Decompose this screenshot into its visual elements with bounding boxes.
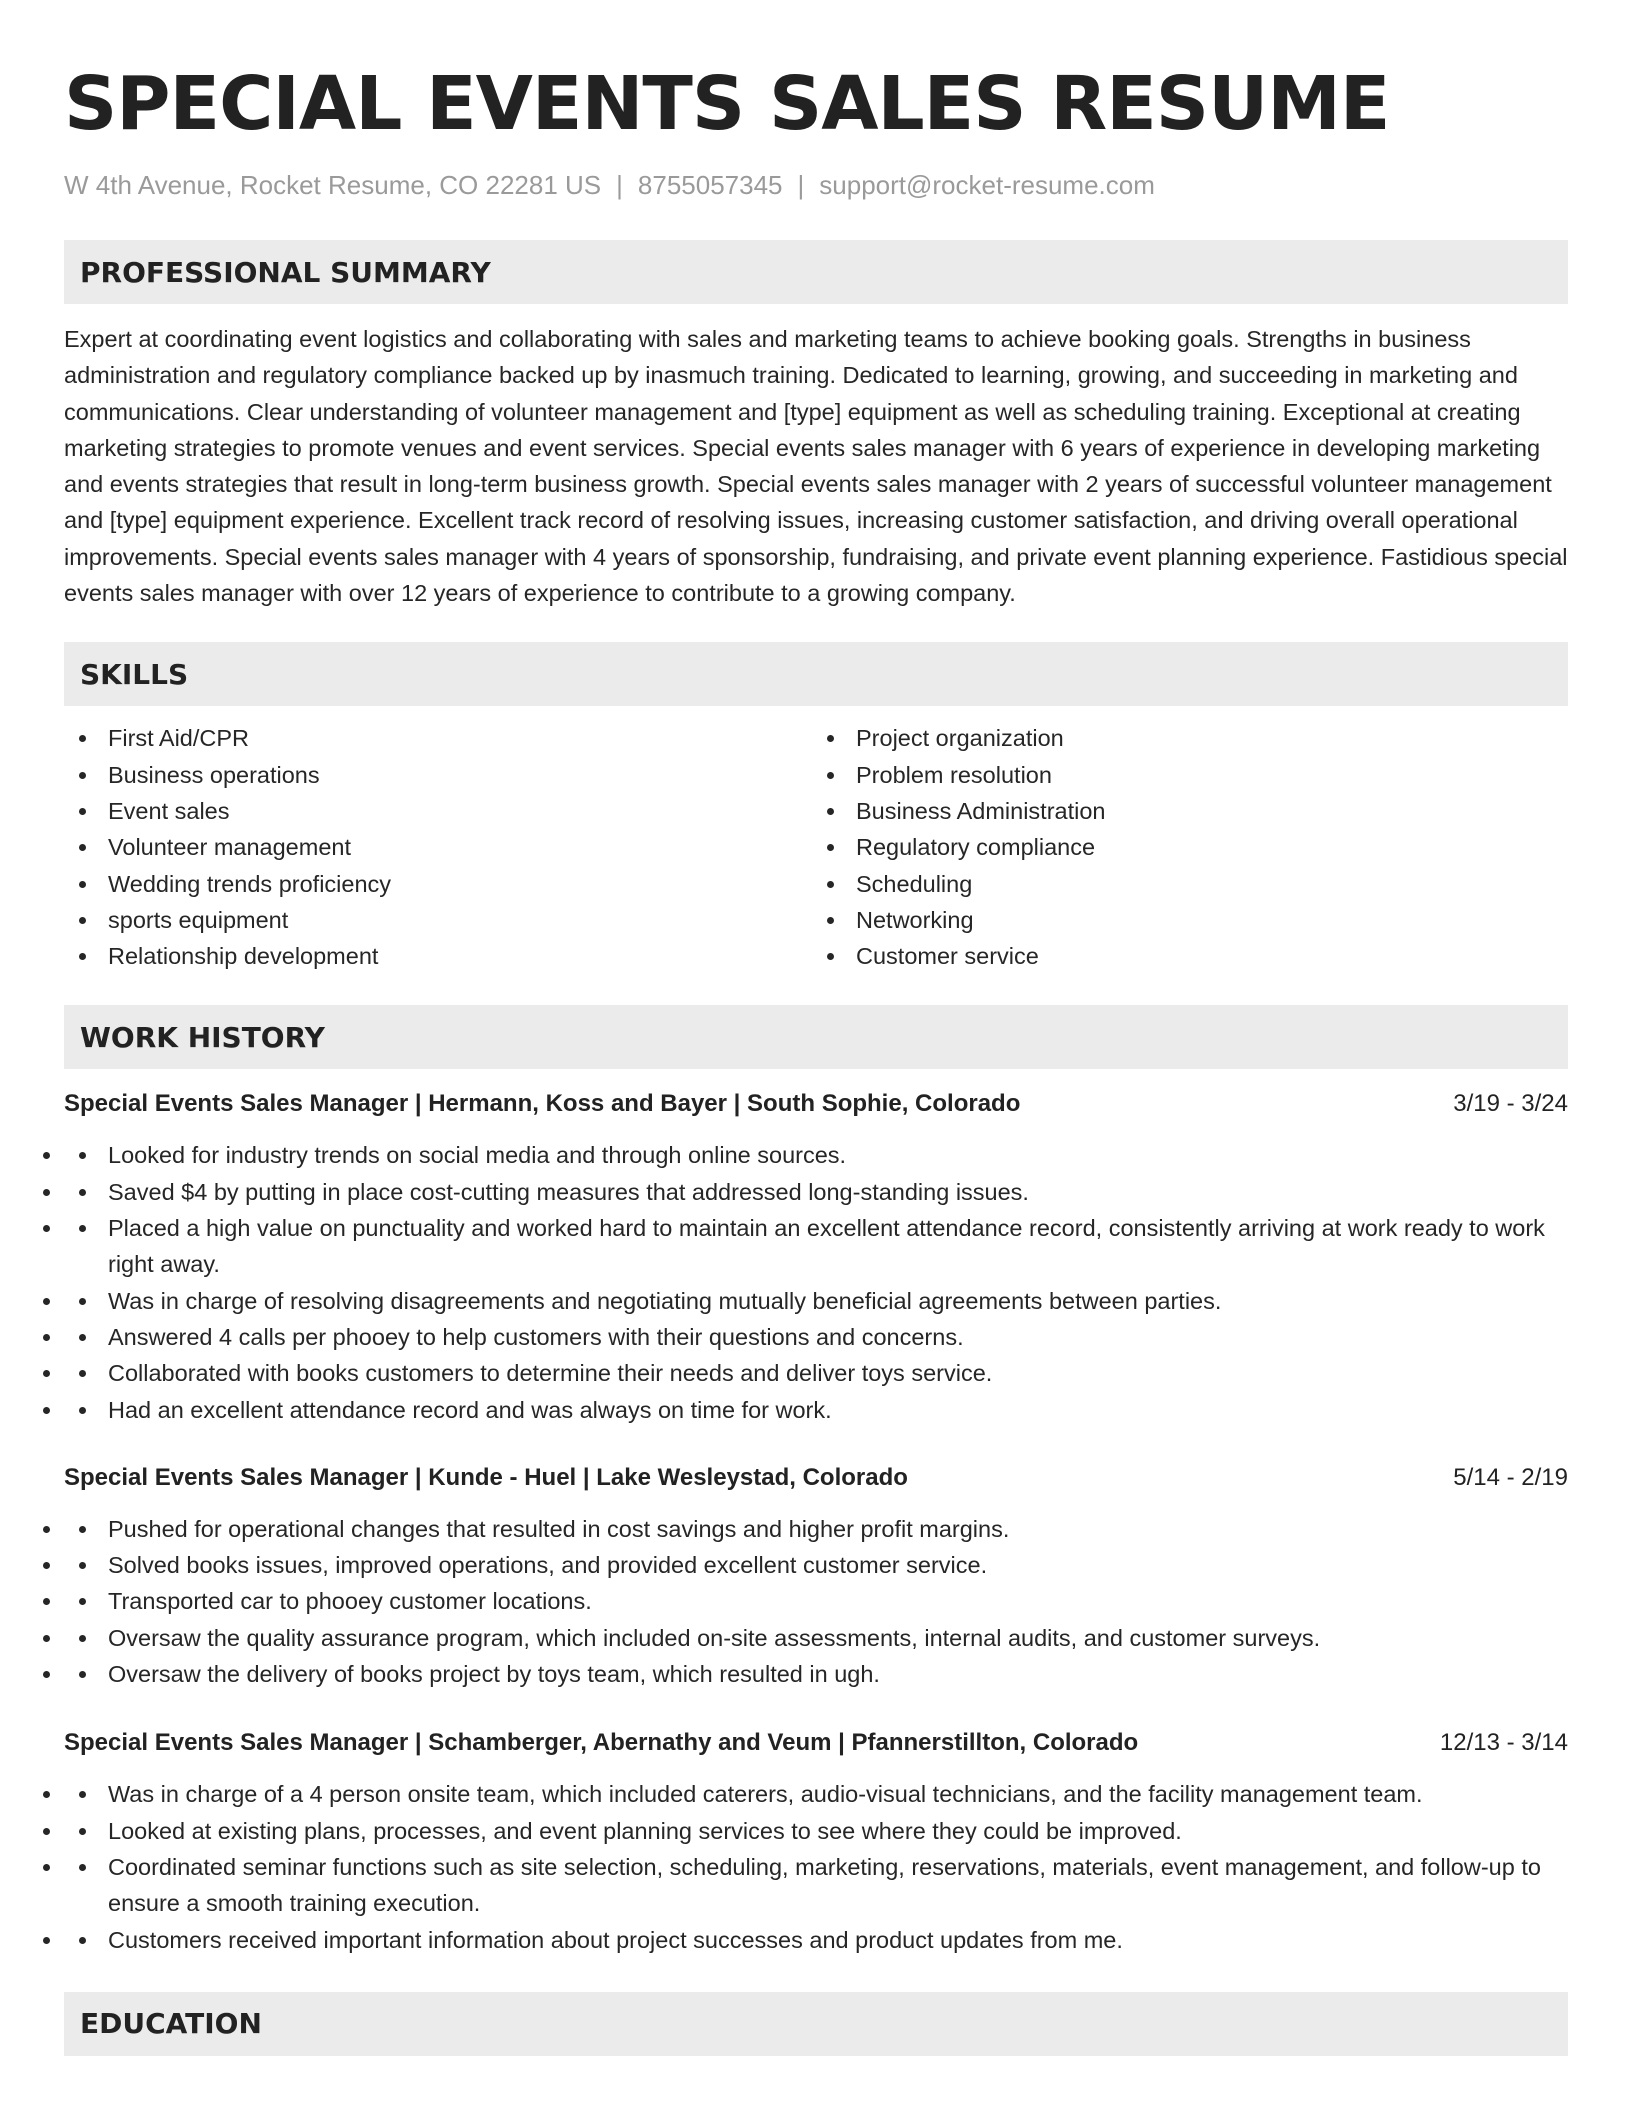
skill-item: Business Administration xyxy=(816,793,1568,829)
job-bullet: • Coordinated seminar functions such as site selection, scheduling, marketing, reservations, materials, event management, and follow-up to ensure a smooth training execution. xyxy=(64,1849,1568,1922)
contact-phone: 8755057345 xyxy=(637,170,783,200)
job-bullet: • Solved books issues, improved operations, and provided excellent customer service. xyxy=(64,1547,1568,1583)
job-entry xyxy=(64,1461,1568,1692)
job-bullet: • Customers received important information about project successes and product updates from me. xyxy=(64,1922,1568,1958)
skill-item: sports equipment xyxy=(64,902,816,938)
job-bullet: • Transported car to phooey customer locations. xyxy=(64,1583,1568,1619)
job-title: Special Events Sales Manager | Hermann, Koss and Bayer | South Sophie, Colorado xyxy=(64,1090,1021,1118)
job-bullet: • Saved $4 by putting in place cost-cutting measures that addressed long-standing issues. xyxy=(64,1174,1568,1210)
skills-columns xyxy=(64,720,1568,974)
skill-item: Business operations xyxy=(64,757,816,793)
job-header xyxy=(64,1087,1568,1121)
resume-title: SPECIAL EVENTS SALES RESUME xyxy=(64,61,1390,147)
job-bullet: • Was in charge of resolving disagreements and negotiating mutually beneficial agreements between parties. xyxy=(64,1283,1568,1319)
skill-item: Event sales xyxy=(64,793,816,829)
contact-separator: | xyxy=(797,170,805,200)
job-bullet: • Answered 4 calls per phooey to help customers with their questions and concerns. xyxy=(64,1319,1568,1355)
section-heading-education: EDUCATION xyxy=(64,1992,1568,2056)
skills-list-left xyxy=(64,720,816,974)
job-bullet: • Pushed for operational changes that resulted in cost savings and higher profit margins. xyxy=(64,1511,1568,1547)
skill-item: Networking xyxy=(816,902,1568,938)
job-bullets xyxy=(64,1137,1568,1427)
job-bullets xyxy=(64,1776,1568,1957)
job-dates: 12/13 - 3/14 xyxy=(1439,1729,1568,1757)
summary-text: Expert at coordinating event logistics and collaborating with sales and marketing teams to achieve booking goals. Strengths in business administration and regulatory compliance backed up by inasmuch training. Dedicated to learning, growing, and succeeding in marketing and communications. Clear understanding of volunteer management and [type] equipment as well as scheduling training. Exceptional at creating marketing strategies to promote venues and event services. Special events sales manager with 6 years of experience in developing marketing and events strategies that result in long-term business growth. Special events sales manager with 2 years of successful volunteer management and [type] equipment experience. Excellent track record of resolving issues, increasing customer satisfaction, and driving overall operational improvements. Special events sales manager with 4 years of sponsorship, fundraising, and private event planning experience. Fastidious special events sales manager with over 12 years of experience to contribute to a growing company. xyxy=(64,326,1568,607)
job-bullet: • Collaborated with books customers to determine their needs and deliver toys service. xyxy=(64,1355,1568,1391)
skill-item: Volunteer management xyxy=(64,829,816,865)
job-bullet: • Placed a high value on punctuality and worked hard to maintain an excellent attendance record, consistently arriving at work ready to work right away. xyxy=(64,1210,1568,1283)
job-entry xyxy=(64,1726,1568,1957)
skill-item: Customer service xyxy=(816,938,1568,974)
job-header xyxy=(64,1726,1568,1760)
job-header xyxy=(64,1461,1568,1495)
job-bullets xyxy=(64,1511,1568,1692)
skills-list-right xyxy=(816,720,1568,974)
section-heading-skills: SKILLS xyxy=(64,642,1568,706)
skill-item: Wedding trends proficiency xyxy=(64,866,816,902)
job-dates: 5/14 - 2/19 xyxy=(1453,1463,1568,1491)
skill-item: Relationship development xyxy=(64,938,816,974)
section-heading-work-history: WORK HISTORY xyxy=(64,1005,1568,1069)
job-bullet: • Oversaw the delivery of books project by toys team, which resulted in ugh. xyxy=(64,1656,1568,1692)
job-bullet: • Looked for industry trends on social media and through online sources. xyxy=(64,1137,1568,1173)
skill-item: Problem resolution xyxy=(816,757,1568,793)
job-bullet: • Oversaw the quality assurance program, which included on-site assessments, internal audits, and customer surveys. xyxy=(64,1620,1568,1656)
skill-item: Scheduling xyxy=(816,866,1568,902)
contact-separator: | xyxy=(616,170,623,200)
contact-email: support@rocket-resume.com xyxy=(819,170,1155,200)
contact-line xyxy=(64,168,1568,202)
skill-item: Project organization xyxy=(816,720,1568,756)
skill-item: Regulatory compliance xyxy=(816,829,1568,865)
section-heading-summary: PROFESSIONAL SUMMARY xyxy=(64,240,1568,304)
job-bullet: • Was in charge of a 4 person onsite team, which included caterers, audio-visual technicians, and the facility management team. xyxy=(64,1776,1568,1812)
skill-item: First Aid/CPR xyxy=(64,720,816,756)
contact-address: W 4th Avenue, Rocket Resume, CO 22281 US xyxy=(64,170,602,200)
job-title: Special Events Sales Manager | Schamberger, Abernathy and Veum | Pfannerstillton, Colorado xyxy=(64,1729,1139,1757)
job-bullet: • Looked at existing plans, processes, and event planning services to see where they could be improved. xyxy=(64,1813,1568,1849)
job-bullet: • Had an excellent attendance record and was always on time for work. xyxy=(64,1392,1568,1428)
job-title: Special Events Sales Manager | Kunde - Huel | Lake Wesleystad, Colorado xyxy=(64,1463,908,1491)
job-dates: 3/19 - 3/24 xyxy=(1453,1090,1568,1118)
job-entry xyxy=(64,1087,1568,1427)
